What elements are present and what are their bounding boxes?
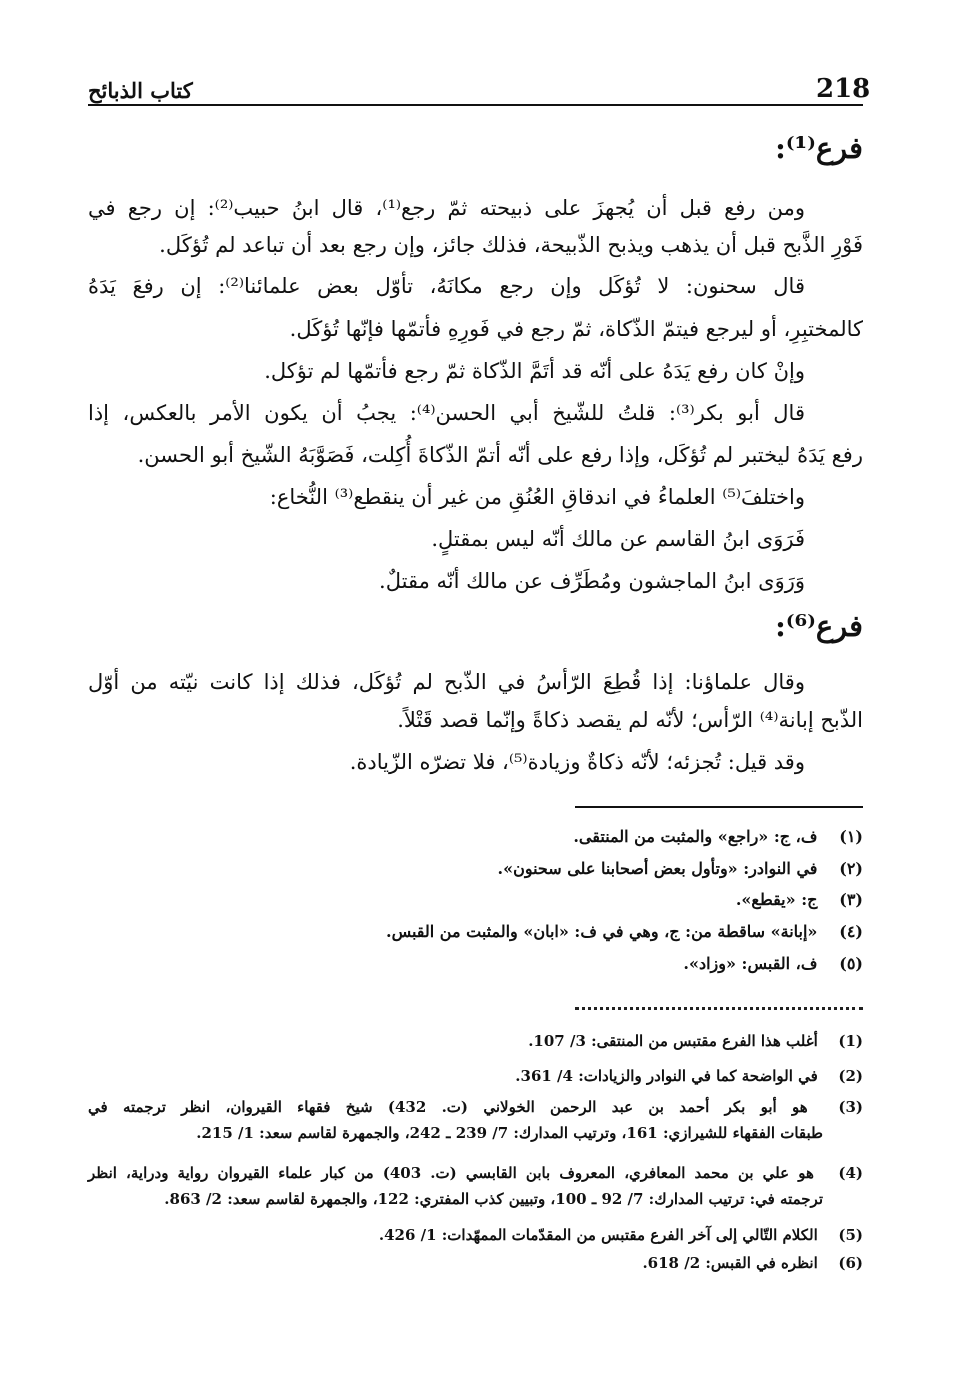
endnote-number: (5) [838, 1226, 863, 1244]
paragraph-line: ومن رفع قبل أن يُجهزَ على ذبيحته ثمّ رجع⁽¹⁾، قال ابنُ حبيب⁽²⁾: إن رجع في [88, 196, 805, 220]
section-heading-1: فرع⁽¹⁾: [775, 131, 863, 165]
page-number: 218 [816, 74, 871, 104]
footnote-number: (١) [839, 827, 863, 846]
endnote-text: هو أبو بكر أحمد بن عبد الرحمن الخولاني (ت. 432) شيخ فقهاء القيروان، انظر ترجمته في [88, 1098, 808, 1116]
paragraph-line: واختلفَ⁽⁵⁾ العلماءُ في اندقاقِ العُنُقِ من غير أن ينقطع⁽³⁾ النُّخاع: [269, 485, 805, 509]
endnote-text: طبقات الفقهاء للشيرازي: 161، وترتيب المدارك: 7/ 239 ـ 242، والجمهرة لقاسم سعد: 1/ 215. [196, 1124, 823, 1142]
paragraph-line: وَرَوَى ابنُ الماجشون ومُطَرِّف عن مالك أنّه مقتلٌ. [379, 569, 805, 593]
endnote-5 [379, 1222, 863, 1248]
endnote-text: هو علي بن محمد المعافري، المعروف بابن القابسي (ت. 403) من كبار علماء القيروان رواية ودراية، انظر [88, 1164, 814, 1182]
footnote-number: (٤) [839, 922, 863, 941]
endnote-4 [88, 1160, 863, 1212]
footnote-number: (٣) [839, 890, 863, 909]
header-rule [88, 104, 863, 106]
footnote-5 [683, 950, 863, 978]
endnote-6 [642, 1250, 863, 1276]
endnote-3 [88, 1094, 863, 1146]
paragraph-line: قال أبو بكر⁽³⁾: قلتُ للشّيخ أبي الحسن⁽⁴⁾: يجبُ أن يكون الأمر بالعكس، إذا [88, 401, 805, 425]
endnote-number: (4) [838, 1164, 863, 1182]
paragraph-line: رفع يَدَهُ ليختبر لم تُؤكَل، وإذا رفع على أنّه أتمّ الذّكاةَ أُكِلت، فَصَوَّبَهُ الشّيخ أبو الحسن. [137, 443, 863, 467]
section-heading-2: فرع⁽⁶⁾: [775, 609, 863, 643]
endnote-text: ترجمته في: ترتيب المدارك: 7/ 92 ـ 100، وتبيين كذب المفتري: 122، والجمهرة لقاسم سعد: 2/ 863. [164, 1190, 823, 1208]
footnote-1 [573, 823, 863, 851]
footnote-number: (٥) [839, 954, 863, 973]
endnote-text: الكلام التّالي إلى آخر الفرع مقتبس من المقدّمات الممهّدات: 1/ 426. [378, 1226, 818, 1244]
footnote-rule [575, 806, 863, 808]
endnote-number: (6) [838, 1254, 863, 1272]
endnote-text: انظره في القبس: 2/ 618. [642, 1254, 818, 1272]
endnote-text: أغلب هذا الفرع مقتبس من المنتقى: 3/ 107. [528, 1032, 818, 1050]
footnote-2 [498, 855, 864, 883]
page-header [88, 72, 871, 106]
footnote-text: ف، القبس: «وزاد». [683, 954, 818, 973]
paragraph-line: وإنْ كان رفع يَدَهُ على أنّه قد أتَمَّ الذّكاة ثمّ رجع فأتمّها لم تؤكل. [264, 359, 805, 383]
footnote-text: «إبانة» ساقطة من: ج، وهي في ف: «ابان» والمثبت من القبس. [386, 922, 818, 941]
endnote-number: (3) [838, 1098, 863, 1116]
footnote-text: في النوادر: «وتأول بعض أصحابنا على سحنون». [497, 859, 818, 878]
endnote-1 [528, 1028, 863, 1054]
endnote-text: في الواضحة كما في النوادر والزيادات: 4/ 361. [515, 1067, 818, 1085]
footnote-number: (٢) [839, 859, 863, 878]
paragraph-line: فَرَوَى ابنُ القاسم عن مالك أنّه ليس بمقتلٍ. [431, 527, 805, 551]
footnote-text: ج: «يقطع». [735, 890, 818, 909]
paragraph-line: كالمختبِرِ، أو ليرجع فيتمّ الذّكاة، ثمّ رجع في فَورِهِ فأتمّها فإنّها تُؤكَل. [289, 317, 863, 341]
paragraph-line: قال سحنون: لا تُؤكَل وإن رجع مكانَهُ، تأوّل بعض علمائنا⁽²⁾: إن رفعَ يَدَهُ [88, 274, 805, 298]
paragraph-line: وقال علماؤنا: إذا قُطِعَ الرّأسُ في الذّبح لم تُؤكَل، فذلك إذا كانت نيّته من أوّل [88, 670, 805, 694]
endnote-2 [515, 1063, 863, 1089]
footnote-3 [736, 886, 863, 914]
endnote-number: (1) [838, 1032, 863, 1050]
paragraph-line: الذّبح إبانة⁽⁴⁾ الرّأس؛ لأنّه لم يقصد ذكاةً وإنّما قصد قَتْلاً. [397, 708, 863, 732]
endnote-number: (2) [838, 1067, 863, 1085]
paragraph-line: وقد قيل: تُجزئه؛ لأنّه ذكاةٌ وزيادة⁽⁵⁾، فلا تضرّه الزّيادة. [349, 750, 805, 774]
endnote-separator [575, 1007, 863, 1010]
paragraph-line: فَوْرِ الذَّبح قبل أن يذهب ويذبح الذّبيحة، فذلك جائز، وإن رجع بعد أن تباعد لم تُؤكَل. [159, 233, 863, 257]
footnote-4 [386, 918, 863, 946]
footnote-text: ف، ج: «راجع» والمثبت من المنتقى. [573, 827, 818, 846]
running-title: كتاب الذبائح [88, 78, 193, 103]
